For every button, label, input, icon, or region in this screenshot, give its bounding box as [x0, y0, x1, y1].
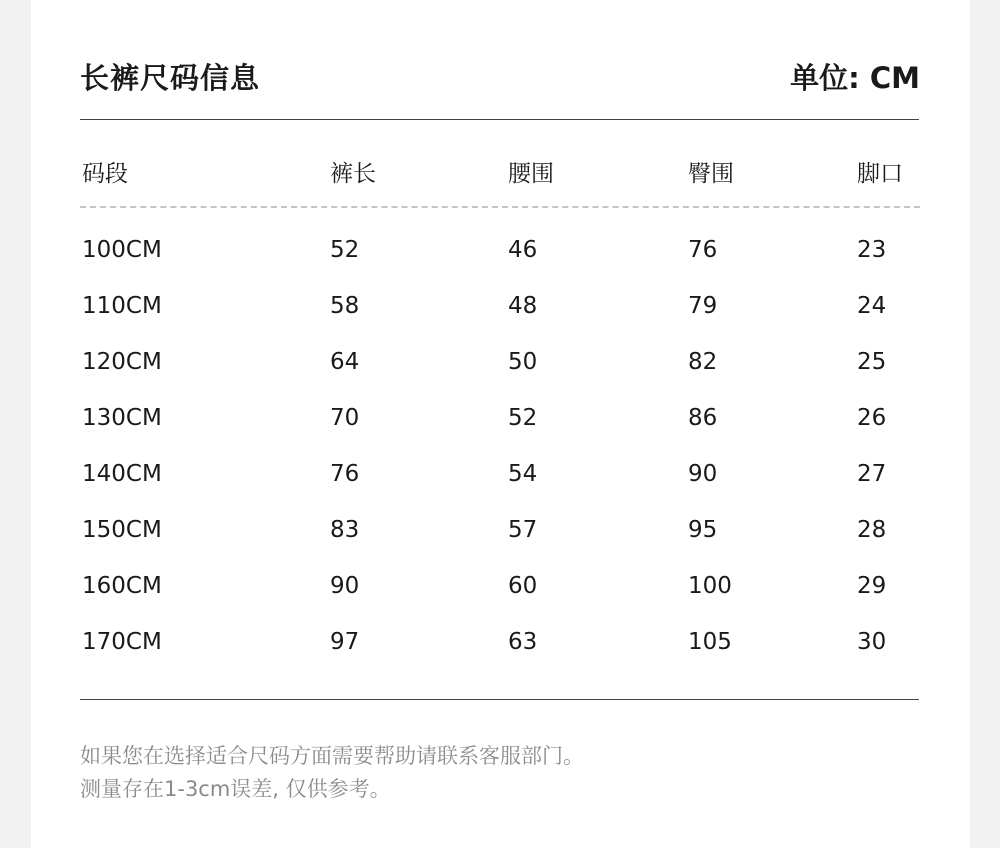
- cell-length: 64: [330, 349, 360, 375]
- cell-size: 170CM: [82, 629, 162, 655]
- cell-hip: 76: [688, 237, 718, 263]
- unit-label: 单位: CM: [790, 61, 920, 95]
- cell-waist: 60: [508, 573, 538, 599]
- cell-leg-opening: 23: [857, 237, 887, 263]
- cell-waist: 52: [508, 405, 538, 431]
- cell-leg-opening: 25: [857, 349, 887, 375]
- cell-waist: 46: [508, 237, 538, 263]
- cell-waist: 48: [508, 293, 538, 319]
- cell-waist: 57: [508, 517, 538, 543]
- cell-size: 100CM: [82, 237, 162, 263]
- cell-leg-opening: 24: [857, 293, 887, 319]
- measurement-disclaimer: 测量存在1-3cm误差, 仅供参考。: [80, 777, 391, 801]
- header-leg-opening: 脚口: [857, 161, 903, 187]
- cell-leg-opening: 27: [857, 461, 887, 487]
- cell-length: 70: [330, 405, 360, 431]
- cell-size: 140CM: [82, 461, 162, 487]
- cell-length: 52: [330, 237, 360, 263]
- header-hip: 臀围: [688, 161, 734, 187]
- cell-size: 150CM: [82, 517, 162, 543]
- bottom-divider: [80, 699, 919, 700]
- cell-waist: 50: [508, 349, 538, 375]
- size-chart-card: [31, 0, 970, 848]
- top-divider: [80, 119, 919, 120]
- cell-size: 110CM: [82, 293, 162, 319]
- cell-length: 97: [330, 629, 360, 655]
- cell-length: 90: [330, 573, 360, 599]
- cell-waist: 54: [508, 461, 538, 487]
- cell-hip: 86: [688, 405, 718, 431]
- cell-leg-opening: 29: [857, 573, 887, 599]
- cell-hip: 79: [688, 293, 718, 319]
- cell-hip: 95: [688, 517, 718, 543]
- cell-hip: 90: [688, 461, 718, 487]
- cell-size: 120CM: [82, 349, 162, 375]
- help-note: 如果您在选择适合尺码方面需要帮助请联系客服部门。: [80, 744, 584, 768]
- cell-leg-opening: 30: [857, 629, 887, 655]
- cell-waist: 63: [508, 629, 538, 655]
- cell-length: 83: [330, 517, 360, 543]
- cell-leg-opening: 28: [857, 517, 887, 543]
- cell-hip: 105: [688, 629, 732, 655]
- cell-hip: 100: [688, 573, 732, 599]
- cell-length: 76: [330, 461, 360, 487]
- header-dashed-divider: [80, 206, 920, 208]
- cell-size: 130CM: [82, 405, 162, 431]
- header-waist: 腰围: [508, 161, 554, 187]
- cell-hip: 82: [688, 349, 718, 375]
- cell-size: 160CM: [82, 573, 162, 599]
- cell-length: 58: [330, 293, 360, 319]
- header-pants-length: 裤长: [330, 161, 376, 187]
- cell-leg-opening: 26: [857, 405, 887, 431]
- page-title: 长裤尺码信息: [80, 61, 261, 95]
- header-size-range: 码段: [82, 161, 128, 187]
